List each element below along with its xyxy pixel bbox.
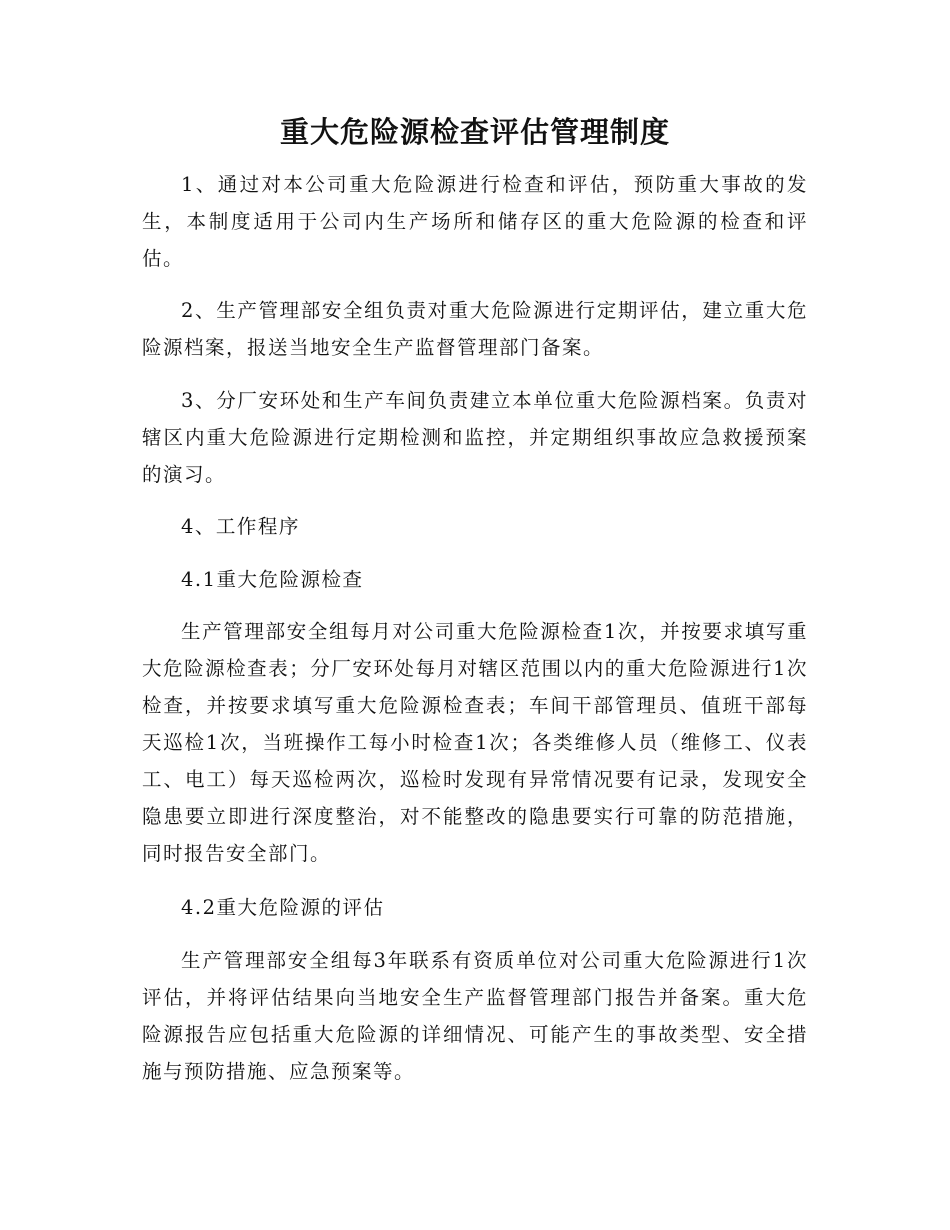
paragraph-purpose: 1、通过对本公司重大危险源进行检查和评估，预防重大事故的发生，本制度适用于公司内生产场所和储存区的重大危险源的检查和评估。: [142, 173, 808, 270]
subsection-heading-inspection: 4.1重大危险源检查: [181, 568, 364, 591]
paragraph-safety-group-duty: 2、生产管理部安全组负责对重大危险源进行定期评估，建立重大危险源档案，报送当地安全生产监督管理部门备案。: [142, 299, 808, 359]
paragraph-evaluation-details: 生产管理部安全组每3年联系有资质单位对公司重大危险源进行1次评估，并将评估结果向当地安全生产监督管理部门报告并备案。重大危险源报告应包括重大危险源的详细情况、可能产生的事故类型、安全措施与预防措施、应急预案等。: [142, 949, 808, 1083]
subsection-heading-evaluation: 4.2重大危险源的评估: [181, 896, 385, 919]
paragraph-inspection-details: 生产管理部安全组每月对公司重大危险源检查1次，并按要求填写重大危险源检查表；分厂安环处每月对辖区范围以内的重大危险源进行1次检查，并按要求填写重大危险源检查表；车间干部管理员、值班干部每天巡检1次，当班操作工每小时检查1次；各类维修人员（维修工、仪表工、电工）每天巡检两次，巡检时发现有异常情况要有记录，发现安全隐患要立即进行深度整治，对不能整改的隐患要实行可靠的防范措施，同时报告安全部门。: [142, 620, 808, 865]
paragraph-branch-plant-duty: 3、分厂安环处和生产车间负责建立本单位重大危险源档案。负责对辖区内重大危险源进行定期检测和监控，并定期组织事故应急救援预案的演习。: [142, 389, 808, 486]
section-heading-procedure: 4、工作程序: [181, 515, 300, 538]
document-title: 重大危险源检查评估管理制度: [279, 115, 670, 149]
